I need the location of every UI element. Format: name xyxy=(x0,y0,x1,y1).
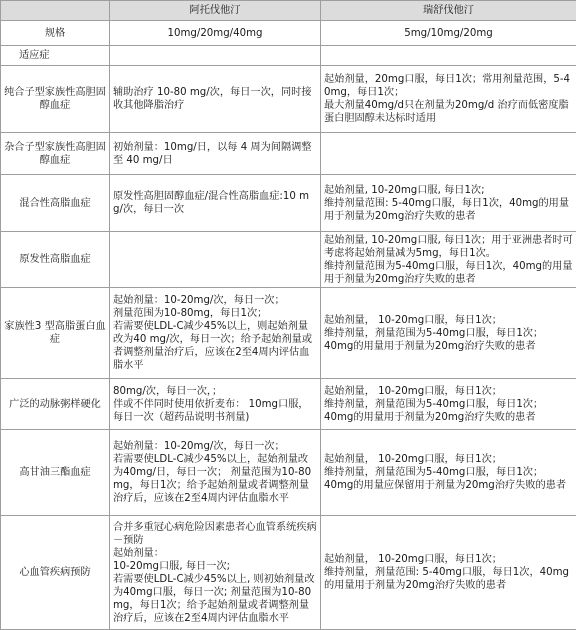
rosuvastatin-dosage-cell xyxy=(321,133,576,175)
rosuvastatin-dosage-cell xyxy=(321,232,576,288)
section-row xyxy=(1,46,576,66)
dosage-line: 维持剂量范围为5-40mg口服，每日1次，40mg的用量用于剂量为20mg治疗失败的患者 xyxy=(324,260,573,286)
rosuvastatin-dosage-cell xyxy=(321,66,576,133)
dosage-line: 合并多重冠心病危险因素患者心血管系统疾病－预防 xyxy=(113,521,317,547)
table-body xyxy=(1,21,576,630)
dosage-line: 起始剂量, 10-20mg口服, 每日1次; xyxy=(324,184,573,197)
dosage-line: 若需要使LDL-C减少45%以上，则起始剂量改为40 mg/次，每日一次；给予起始剂量或者调整剂量治疗后，应该在2至4周内评估血脂水平 xyxy=(113,320,317,372)
atorvastatin-dosage-cell xyxy=(110,133,321,175)
indication-label: 心血管疾病预防 xyxy=(1,516,110,630)
indication-label: 杂合子型家族性高胆固醇血症 xyxy=(1,133,110,175)
table-row xyxy=(1,516,576,630)
dosage-line: 起始剂量, 10-20mg口服, 每日1次；用于亚洲患者时可考虑将起始剂量减为5mg，每日1次。 xyxy=(324,234,573,260)
atorvastatin-dosage-cell xyxy=(110,379,321,430)
dosage-line: 维持剂量，剂量范围为5-40mg口服，每日1次； xyxy=(324,398,573,411)
dosage-line: 80mg/次，每日一次，； xyxy=(113,385,317,398)
dosage-line: 起始剂量， 10-20mg口服，每日1次； xyxy=(324,385,573,398)
atorvastatin-dosage-cell xyxy=(110,288,321,379)
dosage-line: 起始剂量：10-20mg/次，每日一次； xyxy=(113,294,317,307)
dosage-line: 维持剂量，剂量范围: 5-40mg口服，每日1次，40mg的用量用于剂量为20mg治疗失败的患者 xyxy=(324,566,573,592)
rosuvastatin-dosage-cell xyxy=(321,379,576,430)
header-corner-cell xyxy=(1,1,110,21)
rosuvastatin-dosage-cell xyxy=(321,430,576,516)
header-drug-a: 阿托伐他汀 xyxy=(110,1,321,21)
indication-label: 纯合子型家族性高胆固醇血症 xyxy=(1,66,110,133)
section-blank-a xyxy=(110,46,321,66)
spec-drug-b: 5mg/10mg/20mg xyxy=(321,21,576,46)
dosage-line: 10-20mg口服, 每日一次; xyxy=(113,560,317,573)
atorvastatin-dosage-cell xyxy=(110,430,321,516)
spec-row xyxy=(1,21,576,46)
table-row xyxy=(1,232,576,288)
table-row xyxy=(1,175,576,232)
header-drug-b: 瑞舒伐他汀 xyxy=(321,1,576,21)
dosage-line: 起始剂量， 10-20mg口服，每日1次； xyxy=(324,314,573,327)
indication-label: 高甘油三酯血症 xyxy=(1,430,110,516)
indication-label: 原发性高脂血症 xyxy=(1,232,110,288)
table-row xyxy=(1,133,576,175)
dosage-line: 起始剂量，20mg口服，每日1次；常用剂量范围，5-40mg，每日1次； xyxy=(324,73,573,99)
dosage-line: 若需要使LDL-C减少45%以上，起始剂量改为40mg/日，每日一次； 剂量范围为10-80mg，每日1次；给予起始剂量或者调整剂量治疗后，应该在2至4周内评估血脂水平 xyxy=(113,453,317,505)
dosage-line: 最大剂量40mg/d只在剂量为20mg/d 治疗而低密度脂蛋白胆固醇未达标时适用 xyxy=(324,99,573,125)
dosage-line: 40mg的用量用于剂量为20mg治疗失败的患者 xyxy=(324,340,573,353)
table-row xyxy=(1,288,576,379)
dosage-line: 辅助治疗 10-80 mg/次，每日一次，同时接收其他降脂治疗 xyxy=(113,86,317,112)
dosage-line: 起始剂量， 10-20mg口服，每日1次； xyxy=(324,453,573,466)
dosage-line: 40mg的用量用于剂量为20mg治疗失败的患者 xyxy=(324,411,573,424)
indication-label: 混合性高脂血症 xyxy=(1,175,110,232)
table-row xyxy=(1,430,576,516)
rosuvastatin-dosage-cell xyxy=(321,175,576,232)
table-row xyxy=(1,379,576,430)
table-row xyxy=(1,66,576,133)
header-row xyxy=(1,1,576,21)
indication-label: 家族性3 型高脂蛋白血症 xyxy=(1,288,110,379)
section-label: 适应症 xyxy=(1,46,110,66)
indication-label: 广泛的动脉粥样硬化 xyxy=(1,379,110,430)
dosage-line: 维持剂量范围: 5-40mg口服，每日1次，40mg的用量用于剂量为20mg治疗失败的患者 xyxy=(324,197,573,223)
spec-drug-a: 10mg/20mg/40mg xyxy=(110,21,321,46)
dosage-line: 维持剂量，剂量范围为5-40mg口服，每日1次； xyxy=(324,327,573,340)
dosage-line: 起始剂量： xyxy=(113,547,317,560)
dosage-line: 伴或不伴同时使用依折麦布： 10mg口服，每日一次（超药品说明书剂量) xyxy=(113,398,317,424)
section-blank-b xyxy=(321,46,576,66)
dosage-line: 起始剂量， 10-20mg口服，每日1次； xyxy=(324,553,573,566)
dosage-line: 剂量范围为10-80mg，每日1次； xyxy=(113,307,317,320)
spec-label: 规格 xyxy=(1,21,110,46)
atorvastatin-dosage-cell xyxy=(110,175,321,232)
rosuvastatin-dosage-cell xyxy=(321,288,576,379)
dosage-line: 原发性高胆固醇血症/混合性高脂血症:10 mg/次，每日一次 xyxy=(113,190,317,216)
dosage-line: 维持剂量，剂量范围为5-40mg口服，每日1次； xyxy=(324,466,573,479)
rosuvastatin-dosage-cell xyxy=(321,516,576,630)
atorvastatin-dosage-cell xyxy=(110,232,321,288)
atorvastatin-dosage-cell xyxy=(110,66,321,133)
dosage-line: 初始剂量：10mg/日，以每 4 周为间隔调整至 40 mg/日 xyxy=(113,141,317,167)
atorvastatin-dosage-cell xyxy=(110,516,321,630)
dosage-line: 起始剂量：10-20mg/次，每日一次； xyxy=(113,440,317,453)
dosage-line: 40mg的用量应保留用于剂量为20mg治疗失败的患者 xyxy=(324,479,573,492)
dosage-line: 若需要使LDL-C减少45%以上, 则初始剂量改为40mg口服，每日一次; 剂量范围为10-80mg，每日1次；给予起始剂量或者调整剂量治疗后，应该在2至4周内评估血脂水平 xyxy=(113,573,317,625)
